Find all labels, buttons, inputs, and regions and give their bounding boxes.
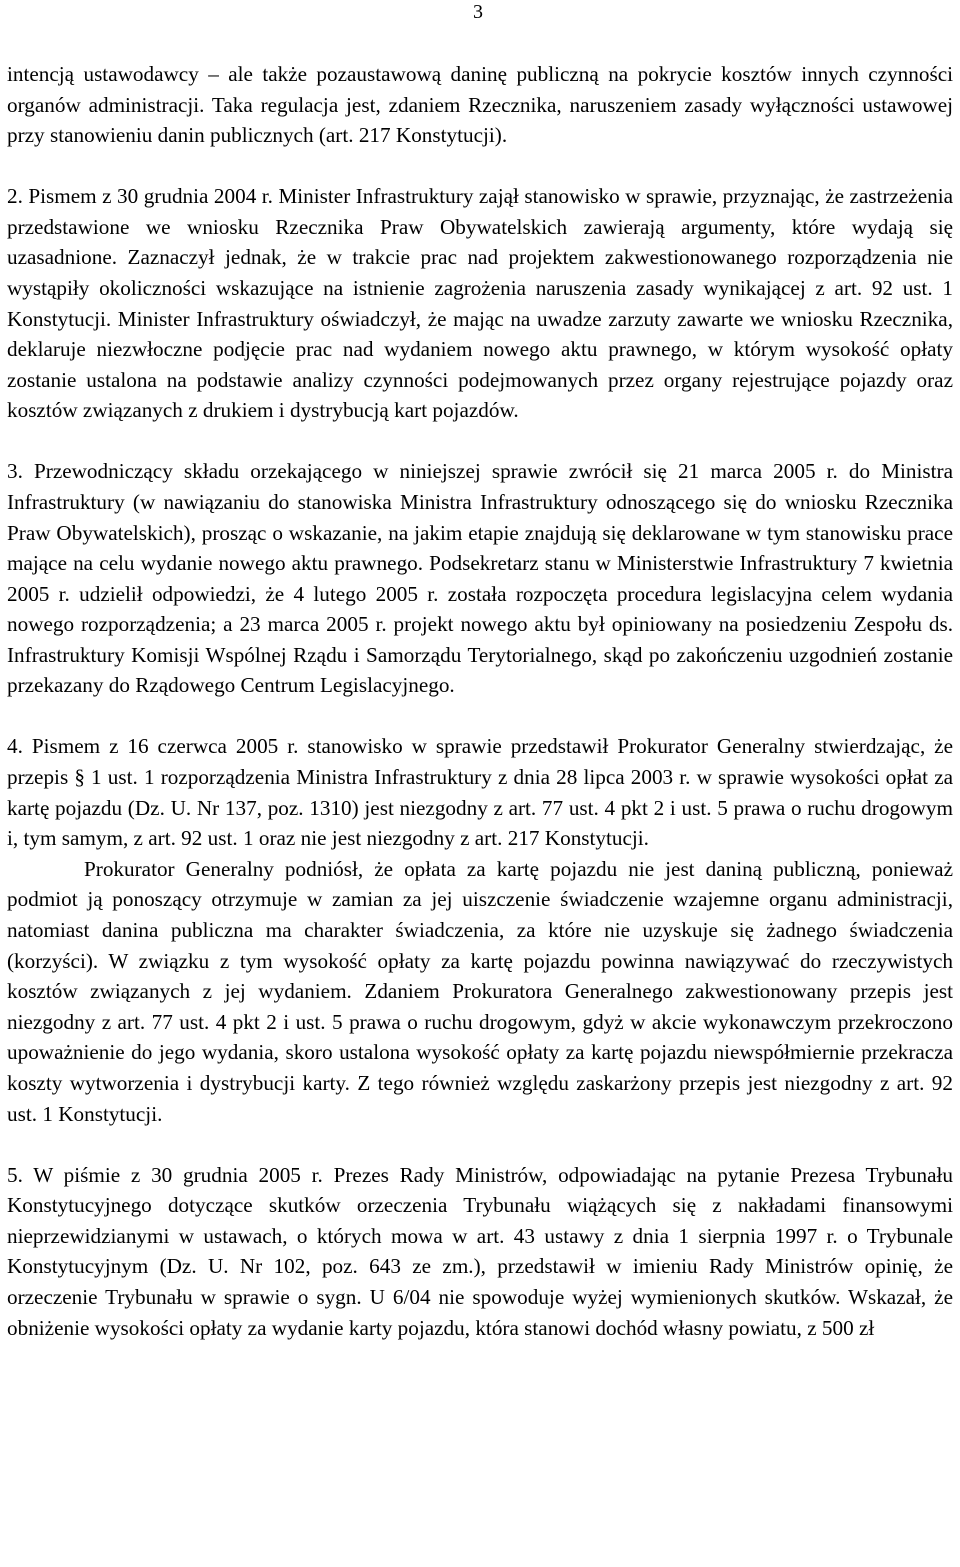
paragraph-4-prosecutor-argument: Prokurator Generalny podniósł, że opłata za kartę pojazdu nie jest daniną publiczną, ponieważ podmiot ją ponoszący otrzymuje w zamian za jej uiszczenie świadczenie wzajemne organu administracji, natomiast danina publiczna ma charakter świadczenia, za które nie uzyskuje się żadnego świadczenia (korzyści). W związku z tym wysokość opłaty za kartę pojazdu powinna nawiązywać do rzeczywistych kosztów związanych z jej wydaniem. Zdaniem Prokuratora Generalnego zakwestionowany przepis jest niezgodny z art. 77 ust. 4 pkt 2 i ust. 5 prawa o ruchu drogowym, gdyż w akcie wykonawczym przekroczono upoważnienie do jego wydania, skoro ustalona wysokość opłaty za kartę pojazdu niewspółmiernie przekracza koszty wytworzenia i dystrybucji karty. Z tego również względu zaskarżony przepis jest niezgodny z art. 92 ust. 1 Konstytucji.	[7, 856, 953, 1126]
paragraph-2-minister-position: 2. Pismem z 30 grudnia 2004 r. Minister Infrastruktury zajął stanowisko w sprawie, przyznając, że zastrzeżenia przedstawione we wniosku Rzecznika Praw Obywatelskich zawierają argumenty, które wydają się uzasadnione. Zaznaczył jednak, że w trakcie prac nad projektem zakwestionowanego rozporządzenia nie wystąpiły okoliczności wskazujące na istnienie zagrożenia naruszenia zasady wynikającej z art. 92 ust. 1 Konstytucji. Minister Infrastruktury oświadczył, że mając na uwadze zarzuty zawarte we wniosku Rzecznika, deklaruje niezwłoczne podjęcie prac nad wydaniem nowego aktu prawnego, w którym wysokość opłaty zostanie ustalona na podstawie analizy czynności podejmowanych przez organy rejestrujące pojazdy oraz kosztów związanych z drukiem i dystrybucją kart pojazdów.	[7, 184, 953, 423]
paragraph-gap	[7, 701, 953, 731]
paragraph-4-prosecutor-general: 4. Pismem z 16 czerwca 2005 r. stanowisko w sprawie przedstawił Prokurator Generalny stwierdzając, że przepis § 1 ust. 1 rozporządzenia Ministra Infrastruktury z dnia 28 lipca 2003 r. w sprawie wysokości opłat za kartę pojazdu (Dz. U. Nr 137, poz. 1310) jest niezgodny z art. 77 ust. 4 pkt 2 i ust. 5 prawa o ruchu drogowym i, tym samym, z art. 92 ust. 1 oraz nie jest niezgodny z art. 217 Konstytucji.	[7, 734, 953, 851]
page-number: 3	[473, 1, 483, 23]
paragraph-5-prime-minister: 5. W piśmie z 30 grudnia 2005 r. Prezes Rady Ministrów, odpowiadając na pytanie Prezesa Trybunału Konstytucyjnego dotyczące skutków orzeczenia Trybunału wiążących się z nakładami finansowymi nieprzewidzianymi w ustawach, o których mowa w art. 43 ustawy z dnia 1 sierpnia 1997 r. o Trybunale Konstytucyjnym (Dz. U. Nr 102, poz. 643 ze zm.), przedstawił w imieniu Rady Ministrów opinię, że orzeczenie Trybunału w sprawie o sygn. U 6/04 nie spowoduje wyżej wymienionych skutków. Wskazał, że obniżenie wysokości opłaty za wydanie karty pojazdu, która stanowi dochód własny powiatu, z 500 zł	[7, 1162, 953, 1340]
paragraph-intro-continuation: intencją ustawodawcy – ale także pozaustawową daninę publiczną na pokrycie kosztów innych czynności organów administracji. Taka regulacja jest, zdaniem Rzecznika, naruszeniem zasady wyłączności ustawowej przy stanowieniu danin publicznych (art. 217 Konstytucji).	[7, 62, 953, 148]
paragraph-gap	[7, 426, 953, 456]
paragraph-gap	[7, 1129, 953, 1159]
paragraph-3-request-to-minister: 3. Przewodniczący składu orzekającego w niniejszej sprawie zwrócił się 21 marca 2005 r. do Ministra Infrastruktury (w nawiązaniu do stanowiska Ministra Infrastruktury odnoszącego się do wniosku Rzecznika Praw Obywatelskich), prosząc o wskazanie, na jakim etapie znajdują się deklarowane w tym stanowisku prace mające na celu wydanie nowego aktu prawnego. Podsekretarz stanu w Ministerstwie Infrastruktury 7 kwietnia 2005 r. udzielił odpowiedzi, że 4 lutego 2005 r. została rozpoczęta procedura legislacyjna celem wydania nowego rozporządzenia; a 23 marca 2005 r. projekt nowego aktu był opiniowany na posiedzeniu Zespołu ds. Infrastruktury Komisji Wspólnej Rządu i Samorządu Terytorialnego, skąd po zakończeniu uzgodnień zostanie przekazany do Rządowego Centrum Legislacyjnego.	[7, 459, 953, 698]
document-body	[7, 59, 953, 1343]
paragraph-gap	[7, 151, 953, 181]
